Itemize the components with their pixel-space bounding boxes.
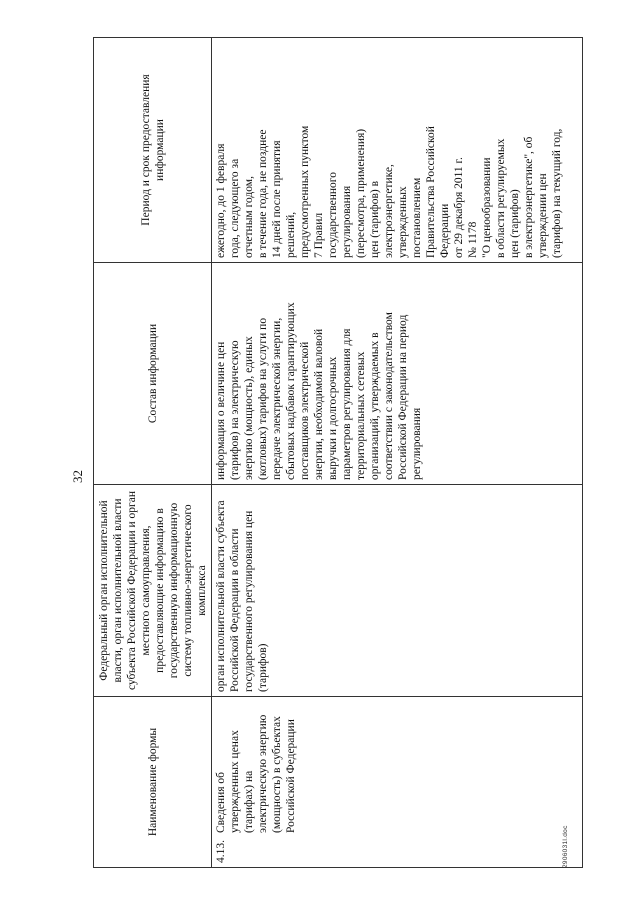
header-form-name: Наименование формы <box>94 697 212 868</box>
table-row <box>212 38 583 868</box>
authority-text: орган исполнительной власти субъекта Российской Федерации в области государственного регулирования цен (тарифов) <box>215 500 269 692</box>
rotated-page <box>70 38 570 868</box>
authority-cell <box>212 485 583 697</box>
header-period: Период и срок предоставления информации <box>94 38 212 263</box>
row-number: 4.13. <box>215 840 227 863</box>
form-table <box>93 37 583 868</box>
header-authority: Федеральный орган исполнительной власти, орган исполнительной власти субъекта Российской Федерации и орган местного самоуправления, предоставляющие информацию в государственную информационную систему топливно-энергетического комплекса <box>94 485 212 697</box>
content-cell: информация о величине цен (тарифов) на электрическую энергию (мощность), единых (котловых) тарифов на услуги по передаче электрической энергии, сбытовых надбавок гарантирующих поставщиков электрической энергии, необходимой валовой выручки и долгосрочных параметров регулирования для территориальных сетевых организаций, утверждаемых в соответствии с законодательством Российской Федерации на период регулирования <box>212 263 583 485</box>
page-number: 32 <box>70 470 85 483</box>
form-name-cell <box>212 697 583 868</box>
table-header-row <box>94 38 212 868</box>
header-content: Состав информации <box>94 263 212 485</box>
period-cell: ежегодно, до 1 февраля года, следующего за отчетным годом, в течение года, не позднее 14 дней после принятия решений, предусмотренных пунктом 7 Правил государственного регулирования (пересмотра, применения) цен (тарифов) в электроэнергетике, утвержденных постановлением Правительства Российской Федерации от 29 декабря 2011 г. № 1178 "О ценообразовании в области регулируемых цен (тарифов) в электроэнергетике", об утверждении цен (тарифов) на текущий год, <box>212 38 583 263</box>
document-id: 2906031l.doc <box>562 825 569 868</box>
form-name: Сведения об утвержденных ценах (тарифах) на электрическую энергию (мощность) в субъектах Российской Федерации <box>215 714 297 833</box>
